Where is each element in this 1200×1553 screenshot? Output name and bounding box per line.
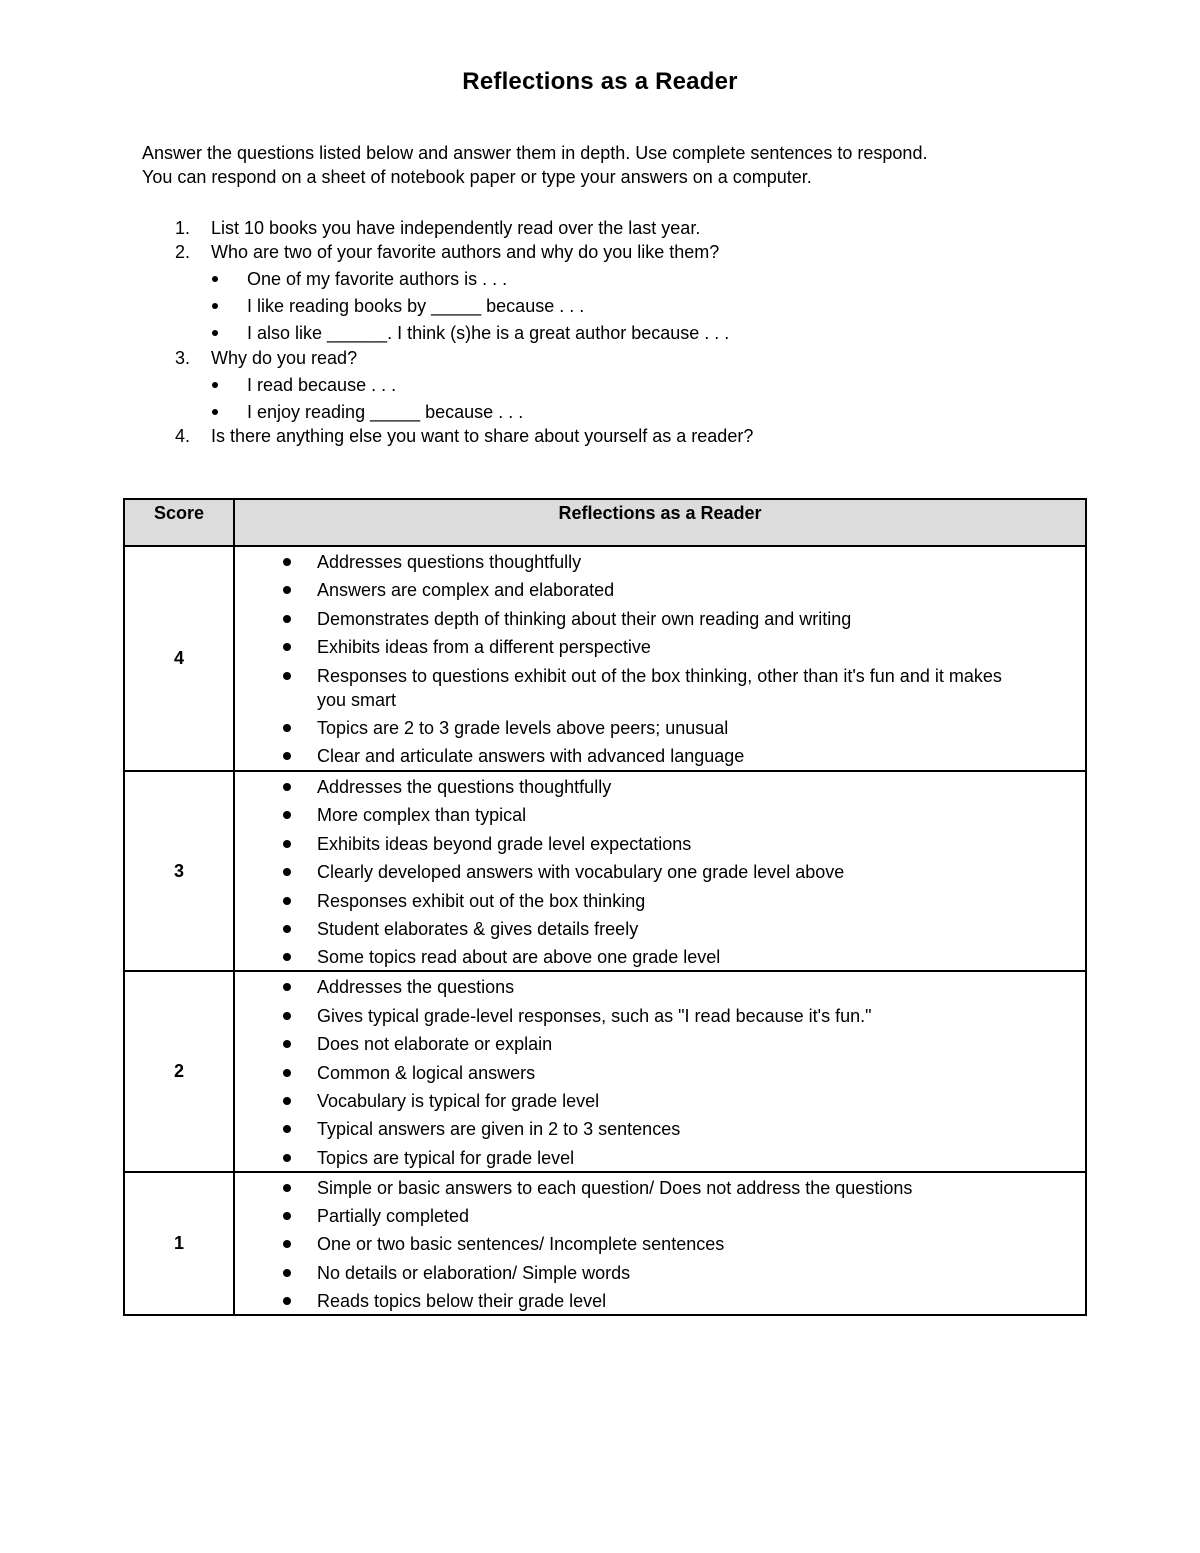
- rubric-table: [123, 498, 1087, 1316]
- bullet-icon: [212, 409, 218, 415]
- question-number: 2.: [175, 242, 191, 262]
- criteria-item: Answers are complex and elaborated: [235, 578, 1085, 602]
- score-column-header: Score: [124, 499, 234, 546]
- criteria-item: Exhibits ideas from a different perspective: [235, 635, 1085, 659]
- criteria-item: Common & logical answers: [235, 1061, 1085, 1085]
- criteria-cell: [234, 1172, 1086, 1316]
- criteria-item: Responses to questions exhibit out of the box thinking, other than it's fun and it makes you smart: [235, 664, 1085, 712]
- criteria-item: Exhibits ideas beyond grade level expectations: [235, 832, 1085, 856]
- criteria-list: [235, 547, 1085, 769]
- criteria-item: Simple or basic answers to each question/ Does not address the questions: [235, 1176, 1085, 1200]
- criteria-item: Partially completed: [235, 1204, 1085, 1228]
- score-cell: 4: [124, 546, 234, 771]
- criteria-list: [235, 772, 1085, 970]
- criteria-item: Addresses the questions thoughtfully: [235, 775, 1085, 799]
- criteria-list: [235, 1173, 1085, 1315]
- criteria-item: Some topics read about are above one grade level: [235, 945, 1085, 969]
- criteria-list: [235, 972, 1085, 1170]
- criteria-item: Topics are typical for grade level: [235, 1146, 1085, 1170]
- prompt-text: I enjoy reading _____ because . . .: [247, 402, 524, 422]
- criteria-item: Addresses the questions: [235, 975, 1085, 999]
- instructions-line-1: Answer the questions listed below and answer them in depth. Use complete sentences to respond.: [142, 143, 928, 163]
- criteria-item: Does not elaborate or explain: [235, 1032, 1085, 1056]
- instructions-line-2: You can respond on a sheet of notebook paper or type your answers on a computer.: [142, 167, 812, 187]
- criteria-cell: [234, 546, 1086, 771]
- criteria-item: Addresses questions thoughtfully: [235, 550, 1085, 574]
- rubric-row: [124, 1172, 1086, 1316]
- prompt-text: I like reading books by _____ because . . .: [247, 296, 585, 316]
- rubric-row: [124, 971, 1086, 1171]
- bullet-icon: [212, 303, 218, 309]
- prompt-text: One of my favorite authors is . . .: [247, 269, 508, 289]
- score-cell: 1: [124, 1172, 234, 1316]
- criteria-item: Topics are 2 to 3 grade levels above peers; unusual: [235, 716, 1085, 740]
- criteria-item: Student elaborates & gives details freely: [235, 917, 1085, 941]
- rubric-row: [124, 771, 1086, 971]
- rubric-row: [124, 546, 1086, 771]
- question-text: Is there anything else you want to share about yourself as a reader?: [211, 426, 754, 446]
- criteria-item: Responses exhibit out of the box thinking: [235, 889, 1085, 913]
- bullet-icon: [212, 330, 218, 336]
- criteria-item: Clearly developed answers with vocabulary one grade level above: [235, 860, 1085, 884]
- question-text: Why do you read?: [211, 348, 358, 368]
- criteria-item: Vocabulary is typical for grade level: [235, 1089, 1085, 1113]
- criteria-item: Typical answers are given in 2 to 3 sentences: [235, 1117, 1085, 1141]
- rubric-header-row: [124, 499, 1086, 546]
- page-title: Reflections as a Reader: [462, 68, 738, 95]
- criteria-item: One or two basic sentences/ Incomplete sentences: [235, 1232, 1085, 1256]
- score-cell: 3: [124, 771, 234, 971]
- instructions: [142, 141, 1102, 189]
- bullet-icon: [212, 276, 218, 282]
- question-text: List 10 books you have independently read over the last year.: [211, 218, 701, 238]
- question-number: 3.: [175, 348, 191, 368]
- bullet-icon: [212, 382, 218, 388]
- criteria-cell: [234, 971, 1086, 1171]
- criteria-item: Gives typical grade-level responses, such as "I read because it's fun.": [235, 1004, 1085, 1028]
- criteria-column-header: Reflections as a Reader: [234, 499, 1086, 546]
- criteria-item: Demonstrates depth of thinking about their own reading and writing: [235, 607, 1085, 631]
- score-cell: 2: [124, 971, 234, 1171]
- prompt-text: I also like ______. I think (s)he is a great author because . . .: [247, 323, 730, 343]
- criteria-item: Reads topics below their grade level: [235, 1289, 1085, 1313]
- criteria-item: No details or elaboration/ Simple words: [235, 1261, 1085, 1285]
- criteria-item: More complex than typical: [235, 803, 1085, 827]
- question-text: Who are two of your favorite authors and why do you like them?: [211, 242, 720, 262]
- criteria-item: Clear and articulate answers with advanced language: [235, 744, 1085, 768]
- prompt-text: I read because . . .: [247, 375, 397, 395]
- question-number: 4.: [175, 426, 191, 446]
- question-number: 1.: [175, 218, 191, 238]
- criteria-cell: [234, 771, 1086, 971]
